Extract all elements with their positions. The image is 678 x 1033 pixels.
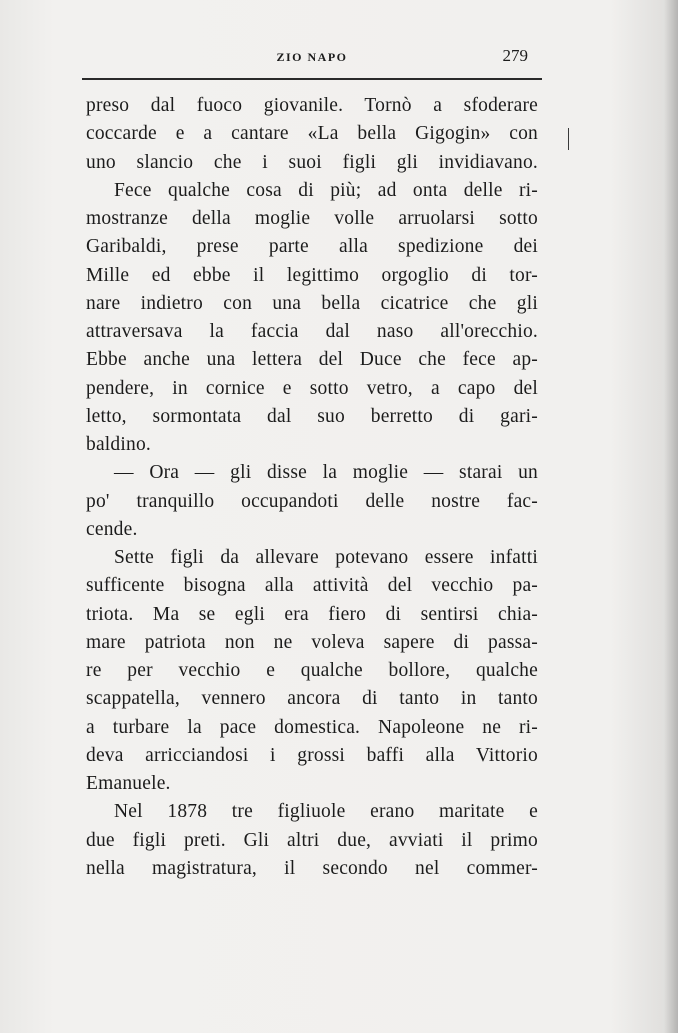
- spine-shadow: [664, 0, 678, 1033]
- text-line: Fece qualche cosa di più; ad onta delle ri-: [114, 179, 538, 201]
- text-line: triota. Ma se egli era fiero di sentirsi chia-: [86, 603, 538, 625]
- page-header: [82, 44, 542, 72]
- text-line: attraversava la faccia dal naso all'orecchio.: [86, 321, 538, 342]
- text-line: cende.: [86, 518, 138, 540]
- text-line: uno slancio che i suoi figli gli invidiavano.: [86, 151, 538, 173]
- text-line: re per vecchio e qualche bollore, qualche: [86, 660, 538, 681]
- text-line: pendere, in cornice e sotto vetro, a capo del: [86, 377, 538, 399]
- text-line: nare indietro con una bella cicatrice che gli: [86, 292, 538, 314]
- text-line: deva arricciandosi i grossi baffi alla Vittorio: [86, 744, 538, 766]
- text-line: — Ora — gli disse la moglie — starai un: [114, 462, 538, 484]
- page-number: 279: [502, 46, 528, 65]
- text-line: Sette figli da allevare potevano essere infatti: [114, 547, 538, 568]
- text-line: Nel 1878 tre figliuole erano maritate e: [114, 801, 538, 823]
- text-line: a turbare la pace domestica. Napoleone ne ri-: [86, 716, 538, 738]
- text-line: Garibaldi, prese parte alla spedizione dei: [86, 236, 538, 258]
- text-line: due figli preti. Gli altri due, avviati il primo: [86, 829, 538, 851]
- text-line: preso dal fuoco giovanile. Tornò a sfoderare: [86, 95, 538, 116]
- text-line: mostranze della moglie volle arruolarsi sotto: [86, 208, 538, 229]
- margin-mark: [568, 128, 569, 150]
- text-line: Mille ed ebbe il legittimo orgoglio di tor-: [86, 264, 538, 286]
- text-line: letto, sormontata dal suo berretto di gari-: [86, 405, 538, 427]
- text-line: po' tranquillo occupandoti delle nostre fac-: [86, 490, 538, 512]
- body-text: [86, 92, 538, 883]
- text-line: coccarde e a cantare «La bella Gigogin» con: [86, 123, 538, 145]
- text-line: mare patriota non ne voleva sapere di passa-: [86, 631, 538, 653]
- header-rule: [82, 78, 542, 80]
- text-line: baldino.: [86, 434, 151, 455]
- text-line: scappatella, vennero ancora di tanto in tanto: [86, 688, 538, 710]
- running-title: ZIO NAPO: [276, 50, 348, 64]
- text-line: Ebbe anche una lettera del Duce che fece ap-: [86, 349, 538, 371]
- text-line: sufficente bisogna alla attività del vecchio pa-: [86, 575, 538, 597]
- text-line: Emanuele.: [86, 773, 171, 794]
- text-line: nella magistratura, il secondo nel commer-: [86, 857, 538, 879]
